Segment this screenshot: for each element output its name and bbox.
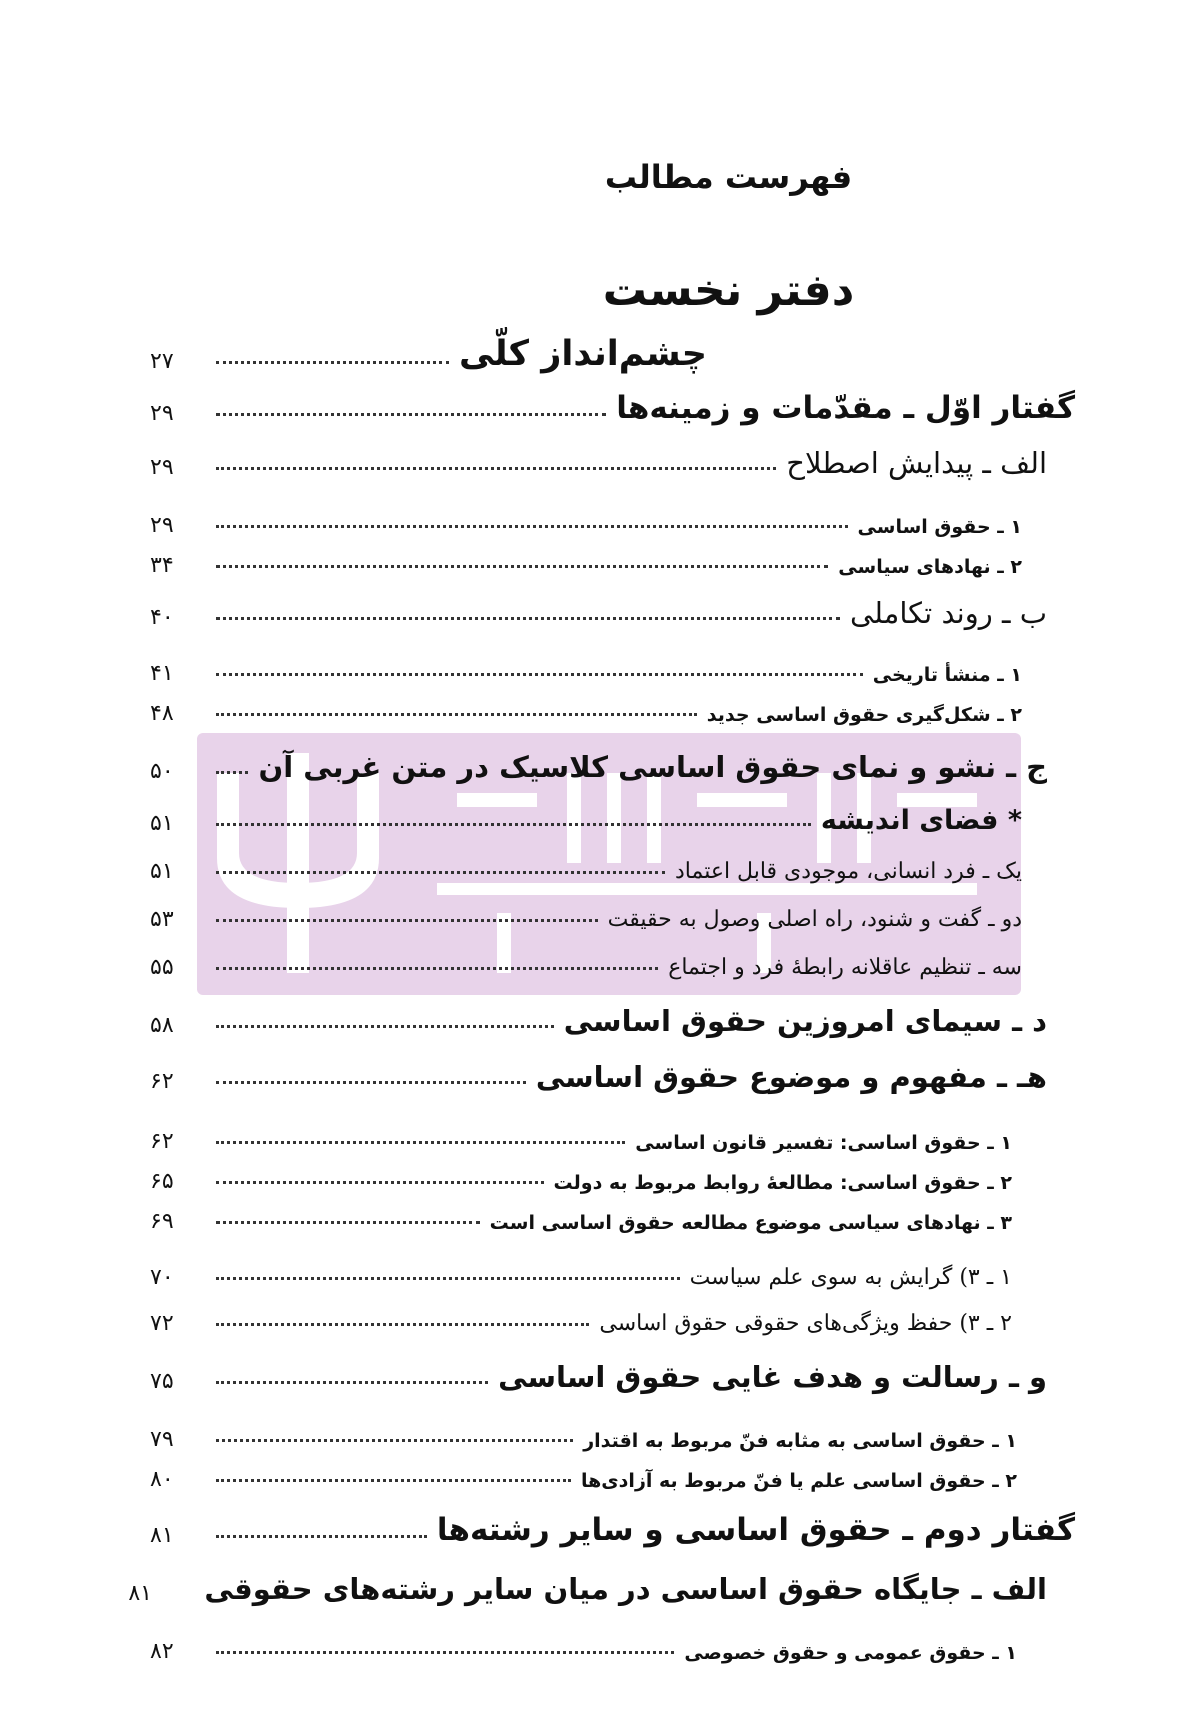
book-title: دفتر نخست <box>602 265 855 316</box>
toc-entry-label: و ـ رسالت و هدف غایی حقوق اساسی <box>498 1360 1047 1394</box>
toc-entry-page: ۲۷ <box>150 349 174 374</box>
toc-entry <box>150 534 1027 578</box>
toc-entry <box>150 586 1047 630</box>
dot-leader <box>216 1221 480 1224</box>
toc-entry-page: ۴۱ <box>150 661 174 686</box>
dot-leader <box>216 467 776 470</box>
page-title: فهرست مطالب <box>604 158 853 196</box>
toc-entry-label: هـ ـ مفهوم و موضوع حقوق اساسی <box>535 1060 1047 1094</box>
toc-entry-page: ۷۰ <box>150 1265 174 1290</box>
toc-entry-label: ۳ ـ نهادهای سیاسی موضوع مطالعه حقوق اساسی است <box>489 1212 1012 1234</box>
toc-entry <box>150 1620 1027 1664</box>
toc-entry <box>128 1562 1047 1606</box>
toc-entry-page: ۴۰ <box>150 605 174 630</box>
dot-leader <box>216 1535 427 1538</box>
toc-entry-label: ۱ ـ حقوق اساسی <box>857 516 1022 538</box>
toc-entry-label: د ـ سیمای امروزین حقوق اساسی <box>563 1004 1047 1038</box>
toc-entry-page: ۲۹ <box>150 401 174 426</box>
dot-leader <box>216 565 828 568</box>
toc-entry-page: ۸۱ <box>128 1581 152 1606</box>
toc-entry-label: ۱ ـ حقوق عمومی و حقوق خصوصی <box>684 1642 1017 1664</box>
toc-entry-label: ۱ ـ حقوق اساسی: تفسیر قانون اساسی <box>635 1132 1012 1154</box>
toc-entry-label: ج ـ نشو و نمای حقوق اساسی کلاسیک در متن غربی آن <box>258 750 1047 784</box>
toc-entry <box>150 1246 1027 1290</box>
toc-entry <box>150 1050 1047 1094</box>
toc-entry-page: ۵۱ <box>150 811 174 836</box>
toc-entry-page: ۷۵ <box>150 1369 174 1394</box>
toc-entry <box>150 740 1047 784</box>
toc-entry <box>150 792 1027 836</box>
toc-entry <box>150 494 1027 538</box>
toc-entry-label: دو ـ گفت و شنود، راه اصلی وصول به حقیقت <box>607 907 1022 932</box>
toc-entry-page: ۶۲ <box>150 1069 174 1094</box>
toc-entry-label: چشم‌انداز کلّی <box>458 334 707 374</box>
toc-entry-label: گفتار دوم ـ حقوق اساسی و سایر رشته‌ها <box>436 1512 1075 1548</box>
toc-entry <box>150 1292 1027 1336</box>
toc-entry-label: ۱ ـ منشأ تاریخی <box>872 664 1022 686</box>
dot-leader <box>216 361 449 364</box>
toc-entry <box>150 1110 1027 1154</box>
toc-entry-page: ۸۲ <box>150 1639 174 1664</box>
toc-entry-page: ۵۵ <box>150 955 174 980</box>
toc-entry <box>150 1150 1027 1194</box>
toc-entry-label: یک ـ فرد انسانی، موجودی قابل اعتماد <box>674 859 1022 884</box>
toc-entry <box>150 1408 1027 1452</box>
dot-leader <box>216 1381 488 1384</box>
toc-entry <box>150 642 1027 686</box>
toc-entry-page: ۲۹ <box>150 455 174 480</box>
dot-leader <box>216 617 840 620</box>
toc-entry-page: ۲۹ <box>150 513 174 538</box>
toc-entry <box>150 330 1027 374</box>
toc-entry <box>150 682 1027 726</box>
toc-entry-page: ۵۳ <box>150 907 174 932</box>
toc-entry-page: ۳۴ <box>150 553 174 578</box>
toc-entry-page: ۷۲ <box>150 1311 174 1336</box>
dot-leader <box>216 871 665 874</box>
toc-entry-page: ۵۰ <box>150 759 174 784</box>
dot-leader <box>216 525 848 528</box>
dot-leader <box>216 1479 571 1482</box>
dot-leader <box>216 1141 625 1144</box>
toc-entry-page: ۵۸ <box>150 1013 174 1038</box>
toc-entry-page: ۷۹ <box>150 1427 174 1452</box>
toc-entry-label: ۱ ـ حقوق اساسی به مثابه فنّ مربوط به اقتدار <box>583 1430 1017 1452</box>
toc-entry-label: الف ـ پیدایش اصطلاح <box>786 446 1047 480</box>
toc-entry-label: * فضای اندیشه <box>820 805 1022 836</box>
toc-entry-page: ۸۰ <box>150 1467 174 1492</box>
toc-entry <box>150 1190 1027 1234</box>
dot-leader <box>216 919 598 922</box>
toc-entry-label: ۲ ـ نهادهای سیاسی <box>838 556 1022 578</box>
toc-entry <box>150 436 1047 480</box>
toc-entry <box>150 382 1075 426</box>
dot-leader <box>216 1025 554 1028</box>
toc-entry-label: ۲ ـ ۳) حفظ ویژگی‌های حقوقی حقوق اساسی <box>599 1311 1012 1336</box>
dot-leader <box>216 967 658 970</box>
toc-entry-page: ۶۵ <box>150 1169 174 1194</box>
dot-leader <box>216 1439 573 1442</box>
dot-leader <box>216 713 697 716</box>
toc-entry <box>150 840 1027 884</box>
toc-entry-label: گفتار اوّل ـ مقدّمات و زمینه‌ها <box>616 390 1075 426</box>
dot-leader <box>216 673 863 676</box>
toc-entry-label: ب ـ روند تکاملی <box>850 596 1047 630</box>
dot-leader <box>216 1323 589 1326</box>
toc-entry <box>150 1448 1027 1492</box>
toc-entry-label: ۱ ـ ۳) گرایش به سوی علم سیاست <box>689 1265 1012 1290</box>
toc-entry-page: ۸۱ <box>150 1523 174 1548</box>
toc-entry <box>150 1350 1047 1394</box>
toc-entry-label: الف ـ جایگاه حقوق اساسی در میان سایر رشته‌های حقوقی <box>204 1572 1047 1606</box>
toc-entry-page: ۶۹ <box>150 1209 174 1234</box>
toc-entry-page: ۵۱ <box>150 859 174 884</box>
toc-entry-label: ۲ ـ حقوق اساسی: مطالعهٔ روابط مربوط به دولت <box>553 1172 1012 1194</box>
toc-entry-page: ۴۸ <box>150 701 174 726</box>
toc-entry <box>150 1504 1075 1548</box>
toc-entry-label: سه ـ تنظیم عاقلانه رابطهٔ فرد و اجتماع <box>668 955 1022 980</box>
dot-leader <box>216 771 248 774</box>
toc-entry-label: ۲ ـ حقوق اساسی علم یا فنّ مربوط به آزادی‌ها <box>580 1470 1017 1492</box>
toc-entry-page: ۶۲ <box>150 1129 174 1154</box>
dot-leader <box>216 413 606 416</box>
toc-entry <box>150 994 1047 1038</box>
dot-leader <box>216 1081 526 1084</box>
dot-leader <box>216 1181 544 1184</box>
toc-entry-label: ۲ ـ شکل‌گیری حقوق اساسی جدید <box>706 704 1022 726</box>
dot-leader <box>216 823 811 826</box>
toc-entry <box>150 888 1027 932</box>
toc-entry <box>150 936 1027 980</box>
dot-leader <box>216 1651 674 1654</box>
dot-leader <box>216 1277 680 1280</box>
